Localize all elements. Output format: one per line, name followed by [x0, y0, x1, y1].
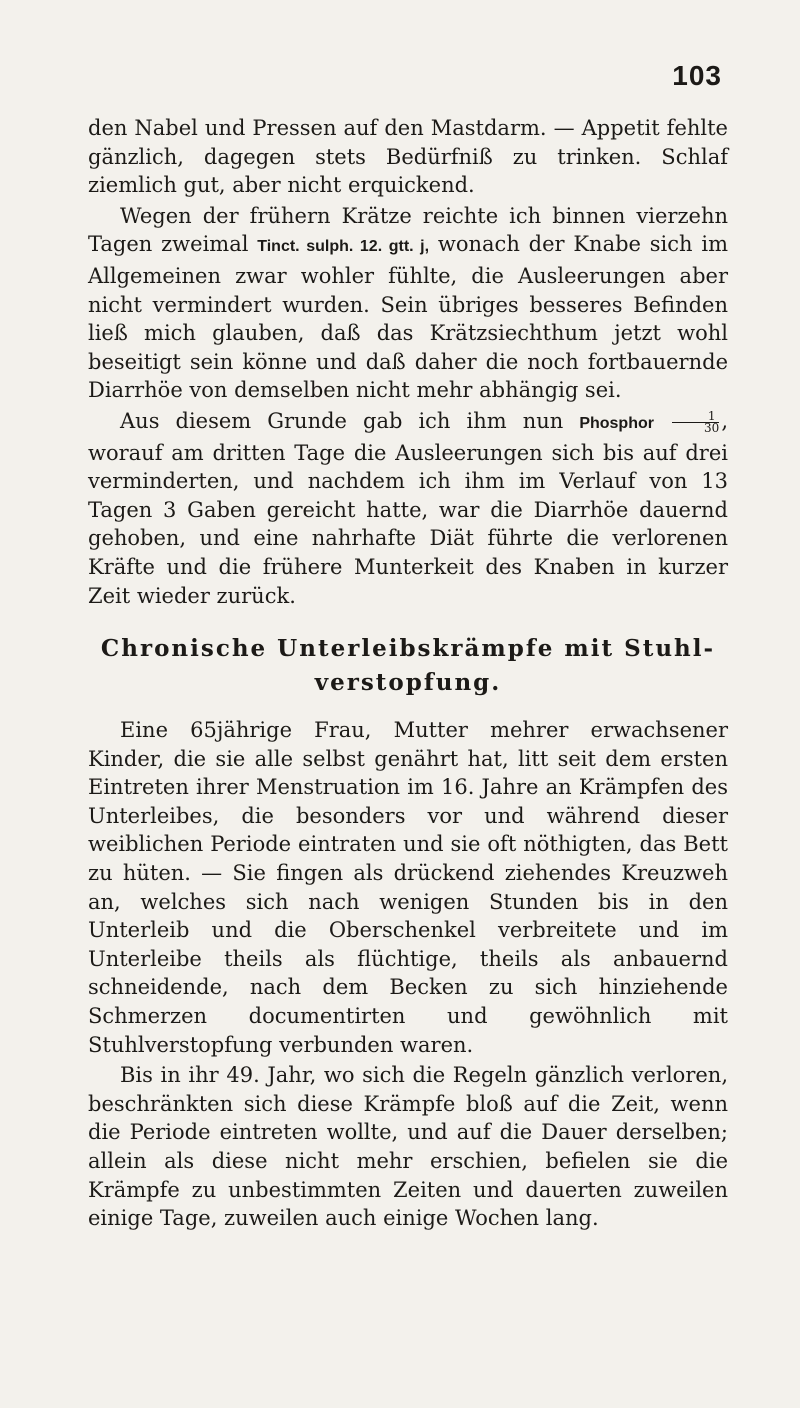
paragraph-2-text-a: Wegen der frühern Krätze reichte ich binnen vierzehn Tagen zweimal	[88, 203, 728, 257]
paragraph-3-text-a: Aus diesem Grunde gab ich ihm nun	[120, 408, 580, 433]
page-number: 103	[672, 60, 722, 91]
remedy-tinct-sulph: Tinct. sulph. 12. gtt. j,	[257, 238, 430, 256]
section-heading-line-2: verstopfung.	[314, 669, 502, 697]
dose-fraction	[672, 408, 720, 435]
paragraph-3	[88, 407, 728, 610]
section-heading	[88, 632, 728, 700]
paragraph-3-text-b: , worauf am dritten Tage die Ausleerungen sich bis auf drei verminderten, und nachdem ich ihm im Verlauf von 13 Tagen 3 Gaben gereicht hatte, war die Diarrhöe dauernd gehoben, und eine nahrhafte Diät führte die verlorenen Kräfte und die frühere Munterkeit des Knaben in kurzer Zeit wieder zurück.	[88, 408, 728, 608]
paragraph-2	[88, 202, 728, 405]
paragraph-5: Bis in ihr 49. Jahr, wo sich die Regeln gänzlich verloren, beschränkten sich diese Krämpfe bloß auf die Zeit, wenn die Periode eintreten wollte, und auf die Dauer derselben; allein als diese nicht mehr erschien, befielen sie die Krämpfe zu unbestimmten Zeiten und dauerten zuweilen einige Tage, zuweilen auch einige Wochen lang.	[88, 1063, 728, 1231]
text-column	[88, 114, 728, 1233]
section-heading-line-1: Chronische Unterleibskrämpfe mit Stuhl-	[100, 635, 716, 663]
paragraph-1: den Nabel und Pressen auf den Mastdarm. — Appetit fehlte gänzlich, dagegen stets Bedürfniß zu trinken. Schlaf ziemlich gut, aber nicht erquickend.	[88, 116, 728, 198]
dose-fraction-numerator: 1	[672, 411, 719, 423]
paragraph-2-text-b: wonach der Knabe sich im Allgemeinen zwar wohler fühlte, die Ausleerungen aber nicht vermindert wurden. Sein übriges besseres Befinden ließ mich glauben, daß das Krätzsiechthum jetzt wohl beseitigt sein könne und daß daher die noch fortbauernde Diarrhöe von demselben nicht mehr abhängig sei.	[88, 232, 729, 403]
paragraph-4: Eine 65jährige Frau, Mutter mehrer erwachsener Kinder, die sie alle selbst genährt hat, litt seit dem ersten Eintreten ihrer Menstruation im 16. Jahre an Krämpfen des Unterleibes, die besonders vor und während dieser weiblichen Periode eintraten und sie oft nöthigten, das Bett zu hüten. — Sie fingen als drückend ziehendes Kreuzweh an, welches sich nach wenigen Stunden bis in den Unterleib und die Oberschenkel verbreitete und im Unterleibe theils als flüchtige, theils als anbauernd schneidende, nach dem Becken zu sich hinziehende Schmerzen documentirten und gewöhnlich mit Stuhlverstopfung verbunden waren.	[88, 718, 728, 1057]
dose-fraction-denominator: 30	[704, 420, 720, 435]
remedy-phosphor: Phosphor	[579, 414, 654, 432]
